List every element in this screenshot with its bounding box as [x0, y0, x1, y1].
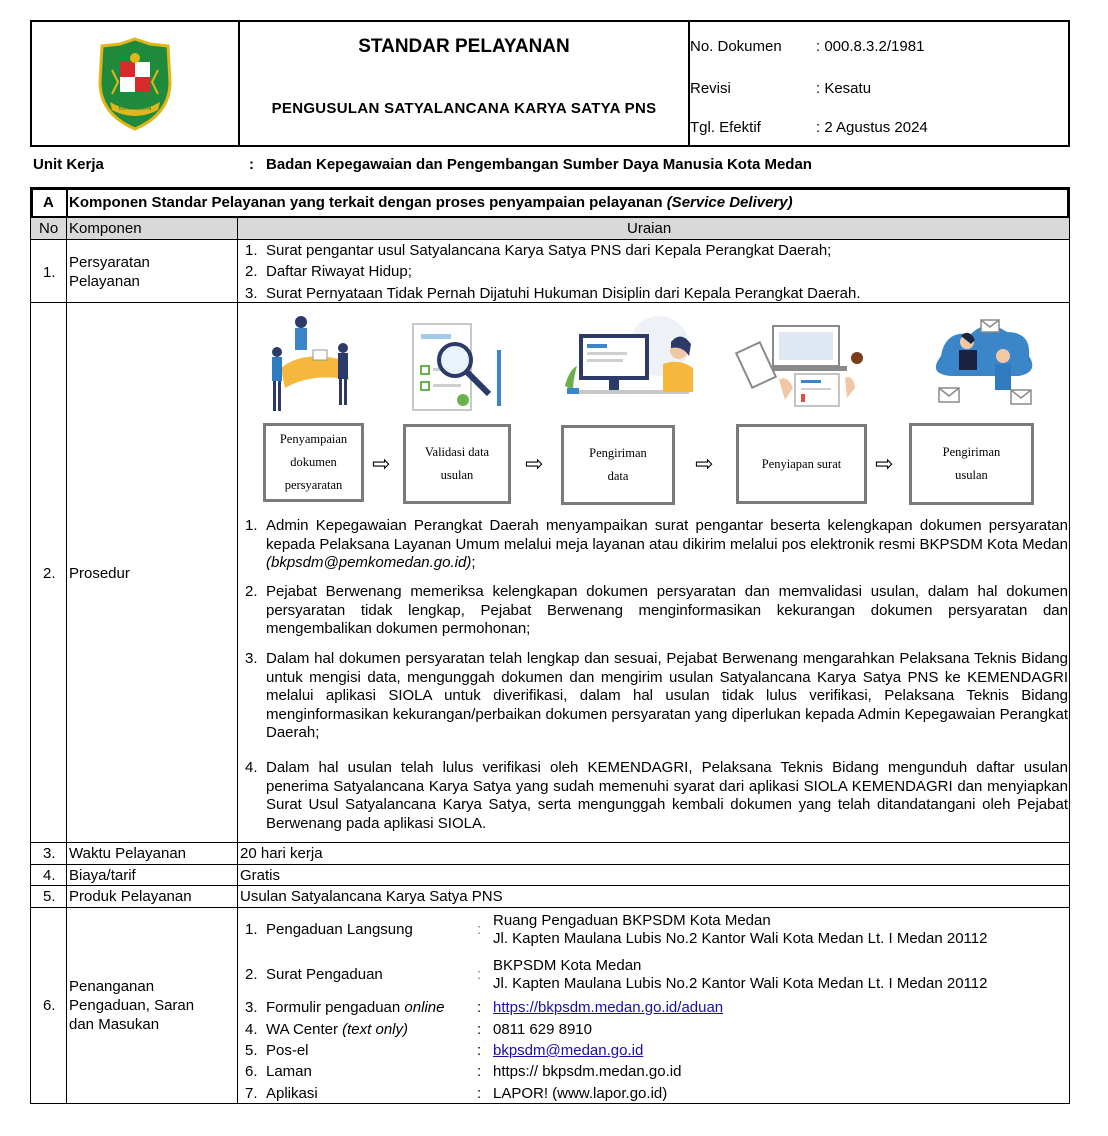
section-letter: A	[43, 194, 54, 211]
title-cell	[240, 22, 690, 145]
channel-number: 3.	[245, 999, 258, 1016]
grid-line	[66, 188, 68, 218]
procedure-step: 2. Pejabat Berwenang memeriksa kelengkapan dokumen persyaratan dan memvalidasi usulan, dalam hal dokumen persyaratan tidak lengkap, Pejabat Berwenang menginformasikan kekurangan dokumen persyaratan dan mengembalikan dokumen permohonan;	[245, 583, 1068, 637]
meta-value: : 2 Agustus 2024	[816, 119, 928, 136]
channel-value-wrap	[493, 1042, 643, 1059]
channel-value: LAPOR! (www.lapor.go.id)	[493, 1085, 668, 1102]
channel-label: Surat Pengaduan	[266, 966, 383, 983]
channel-number: 4.	[245, 1021, 258, 1038]
channel-number: 6.	[245, 1063, 258, 1080]
unit-value: Badan Kepegawaian dan Pengembangan Sumber Daya Manusia Kota Medan	[266, 156, 812, 173]
channel-number: 2.	[245, 966, 258, 983]
document-title: STANDAR PELAYANAN	[358, 36, 570, 57]
channel-colon: :	[477, 921, 482, 938]
section-title: Komponen Standar Pelayanan yang terkait dengan proses penyampaian pelayanan (Service Delivery)	[69, 194, 793, 211]
service-standard-table: A Komponen Standar Pelayanan yang terkait dengan proses penyampaian pelayanan (Service Delivery) No Komponen Uraian 1. Persyaratan Pelayanan 1. Surat pengantar usul Satyalancana Karya Satya PNS dari Kepala Perangkat Daerah; 2. Daftar Riwayat Hidup; 3. Surat Pernyataan Tidak Pernah Dijatuhi Hukuman Disiplin dari Kepala Perangkat Daerah. 2. Prosedur Penyampaian dokumen persyaratan ⇨ Validasi data usulan ⇨ Pengiriman data ⇨ Penyiapan surat ⇨ Pengiriman usulan 1. Admin Kepegawaian Perangkat Daerah menyampaikan surat pengantar beserta kelengkapan dokumen persyaratan kepada Pelaksana Layanan Umum melalui meja layanan atau dikirim melalui pos elektronik resmi BKPSDM Kota Medan (bkpsdm@pemkomedan.go.id); 2. Pejabat Berwenang memeriksa kelengkapan dokumen persyaratan dan memvalidasi usulan, dalam hal dokumen persyaratan tidak lengkap, Pejabat Berwenang menginformasikan kekurangan dokumen persyaratan dan mengembalikan dokumen permohonan; 3. Dalam hal dokumen persyaratan telah lengkap dan sesuai, Pejabat Berwenang mengarahkan Pelaksana Teknis Bidang untuk mengisi data, mengunggah dokumen dan mengirim usulan Satyalancana Karya Satya PNS ke KEMENDAGRI melalui aplikasi SIOLA untuk diverifikasi, dalam hal usulan tidak lulus verifikasi, Pelaksana Teknis Bidang menginformasikan kekurangan/perbaikan dokumen persyaratan yang diperlukan kepada Admin Kepegawaian Perangkat Daerah; 4. Dalam hal usulan telah lulus verifikasi oleh KEMENDAGRI, Pelaksana Teknis Bidang mengunduh daftar usulan penerima Satyalancana Karya Satya yang sudah memenuhi syarat dari aplikasi SIOLA KEMENDAGRI dan menyiapkan Surat Usul Satyalancana Karya Satya, serta mengunggah kembali dokumen yang telah ditandatangani oleh Pejabat Berwenang pada aplikasi SIOLA. 3. Waktu Pelayanan 20 hari kerja 4. Biaya/tarif Gratis 5. Produk Pelayanan Usulan Satyalancana Karya Satya PNS 6. Penanganan Pengaduan, Saran dan Masukan 1. Pengaduan Langsung : Ruang Pengaduan BKPSDM Kota Medan Jl. Kapten Maulana Lubis No.2 Kantor Wali Kota Medan Lt. I Medan 20112 2. Surat Pengaduan : BKPSDM Kota Medan Jl. Kapten Maulana Lubis No.2 Kantor Wali Kota Medan Lt. I Medan 20112 3. Formulir pengaduan online : https://bkpsdm.medan.go.id/aduan 4. WA Center (text only) : 0811 629 8910 5. Pos-el : bkpsdm@medan.go.id 6. Laman : https:// bkpsdm.medan.go.id 7. Aplikasi : LAPOR! (www.lapor.go.id)	[30, 187, 1070, 1104]
channel-number: 5.	[245, 1042, 258, 1059]
row-komponen: Produk Pelayanan	[69, 888, 192, 905]
channel-colon: :	[477, 999, 482, 1016]
row-number: 5.	[43, 888, 56, 905]
document-subtitle: PENGUSULAN SATYALANCANA KARYA SATYA PNS	[271, 100, 657, 117]
city-emblem-logo	[32, 22, 238, 145]
row-uraian: Gratis	[240, 867, 281, 884]
grid-line	[31, 907, 1069, 908]
row-number: 4.	[43, 867, 56, 884]
channel-label: Pos-el	[266, 1042, 309, 1059]
channel-label: Laman	[266, 1063, 312, 1080]
document-magnifier-illustration	[407, 320, 507, 420]
logo-cell	[32, 22, 240, 145]
meta-label: Revisi	[690, 80, 731, 97]
flow-step-pengiriman-usulan: Pengiriman usulan	[909, 423, 1034, 505]
people-handover-illustration	[263, 310, 363, 420]
meta-label: Tgl. Efektif	[690, 119, 761, 136]
channel-label: Pengaduan Langsung	[266, 921, 413, 938]
grid-line	[31, 842, 1069, 843]
channel-label: Formulir pengaduan online	[266, 999, 445, 1016]
meta-value: : Kesatu	[816, 80, 872, 97]
channel-value: 0811 629 8910	[493, 1021, 592, 1038]
column-header-row	[31, 218, 1069, 239]
channel-number: 7.	[245, 1085, 258, 1102]
flow-step-penyampaian: Penyampaian dokumen persyaratan	[263, 423, 364, 502]
procedure-step: 1. Admin Kepegawaian Perangkat Daerah menyampaikan surat pengantar beserta kelengkapan dokumen persyaratan kepada Pelaksana Layanan Umum melalui meja layanan atau dikirim melalui pos elektronik resmi BKPSDM Kota Medan (bkpsdm@pemkomedan.go.id);	[245, 517, 1068, 571]
grid-line	[66, 218, 67, 1103]
row-number: 3.	[43, 845, 56, 862]
letter-preparation-illustration	[735, 318, 875, 418]
computer-user-illustration	[559, 316, 699, 416]
unit-separator: :	[249, 156, 254, 173]
flow-arrow-icon: ⇨	[875, 452, 894, 477]
row-uraian: 20 hari kerja	[240, 845, 323, 862]
row-komponen: Prosedur	[69, 565, 130, 582]
row-number: 2.	[43, 565, 56, 582]
flow-step-pengiriman-data: Pengiriman data	[561, 425, 675, 505]
row-komponen: Pelayanan	[69, 273, 140, 290]
flow-step-validasi: Validasi data usulan	[403, 424, 511, 504]
logo-text: KOTA MEDAN	[118, 106, 152, 112]
row-komponen: Persyaratan	[69, 254, 150, 271]
flow-arrow-icon: ⇨	[525, 452, 544, 477]
col-header-komponen: Komponen	[69, 220, 142, 237]
unit-label: Unit Kerja	[33, 156, 104, 173]
channel-label: WA Center (text only)	[266, 1021, 408, 1038]
flow-step-penyiapan-surat: Penyiapan surat	[736, 424, 867, 504]
meta-label: No. Dokumen	[690, 38, 782, 55]
channel-number: 1.	[245, 921, 258, 938]
row-uraian: Usulan Satyalancana Karya Satya PNS	[240, 888, 503, 905]
channel-colon: :	[477, 966, 482, 983]
col-header-uraian: Uraian	[627, 220, 672, 237]
meta-value: : 000.8.3.2/1981	[816, 38, 925, 55]
document-header	[30, 20, 1070, 147]
grid-line	[31, 885, 1069, 886]
channel-colon: :	[477, 1021, 482, 1038]
grid-line	[31, 864, 1069, 865]
flow-arrow-icon: ⇨	[372, 452, 391, 477]
channel-value: Jl. Kapten Maulana Lubis No.2 Kantor Wali Kota Medan Lt. I Medan 20112	[493, 975, 988, 992]
channel-value: Ruang Pengaduan BKPSDM Kota Medan	[493, 912, 771, 929]
email-link[interactable]: bkpsdm@medan.go.id	[493, 1042, 644, 1059]
channel-value: BKPSDM Kota Medan	[493, 957, 642, 974]
flow-arrow-icon: ⇨	[695, 452, 714, 477]
channel-colon: :	[477, 1042, 482, 1059]
section-title-italic: (Service Delivery)	[666, 194, 793, 211]
row-komponen: Penanganan	[69, 978, 155, 995]
sending-illustration	[911, 316, 1041, 416]
row-komponen: Pengaduan, Saran	[69, 997, 195, 1014]
channel-value: https:// bkpsdm.medan.go.id	[493, 1063, 682, 1080]
channel-value: Jl. Kapten Maulana Lubis No.2 Kantor Wali Kota Medan Lt. I Medan 20112	[493, 930, 988, 947]
row-komponen: Waktu Pelayanan	[69, 845, 187, 862]
row-number: 1.	[43, 264, 56, 281]
col-header-no: No	[39, 220, 59, 237]
row-komponen: dan Masukan	[69, 1016, 160, 1033]
channel-colon: :	[477, 1085, 482, 1102]
grid-line	[31, 302, 1069, 303]
row-number: 6.	[43, 997, 56, 1014]
grid-line	[31, 239, 1069, 240]
complaint-form-link[interactable]: https://bkpsdm.medan.go.id/aduan	[493, 999, 724, 1016]
procedure-step: 4. Dalam hal usulan telah lulus verifikasi oleh KEMENDAGRI, Pelaksana Teknis Bidang mengunduh daftar usulan penerima Satyalancana Karya Satya yang sudah memenuhi syarat dari aplikasi SIOLA KEMENDAGRI dan menyiapkan Surat Usul Satyalancana Karya Satya, serta mengunggah kembali dokumen yang telah ditandatangani oleh Pejabat Berwenang pada aplikasi SIOLA.	[245, 759, 1068, 832]
grid-line	[237, 218, 238, 1103]
channel-value-wrap	[493, 999, 723, 1016]
channel-label: Aplikasi	[266, 1085, 318, 1102]
channel-colon: :	[477, 1063, 482, 1080]
procedure-step: 3. Dalam hal dokumen persyaratan telah lengkap dan sesuai, Pejabat Berwenang mengarahkan Pelaksana Teknis Bidang untuk mengisi data, mengunggah dokumen dan mengirim usulan Satyalancana Karya Satya PNS ke KEMENDAGRI melalui aplikasi SIOLA untuk diverifikasi, dalam hal usulan tidak lulus verifikasi, Pelaksana Teknis Bidang menginformasikan kekurangan/perbaikan dokumen persyaratan yang diperlukan kepada Admin Kepegawaian Perangkat Daerah;	[245, 650, 1068, 741]
row-komponen: Biaya/tarif	[69, 867, 136, 884]
